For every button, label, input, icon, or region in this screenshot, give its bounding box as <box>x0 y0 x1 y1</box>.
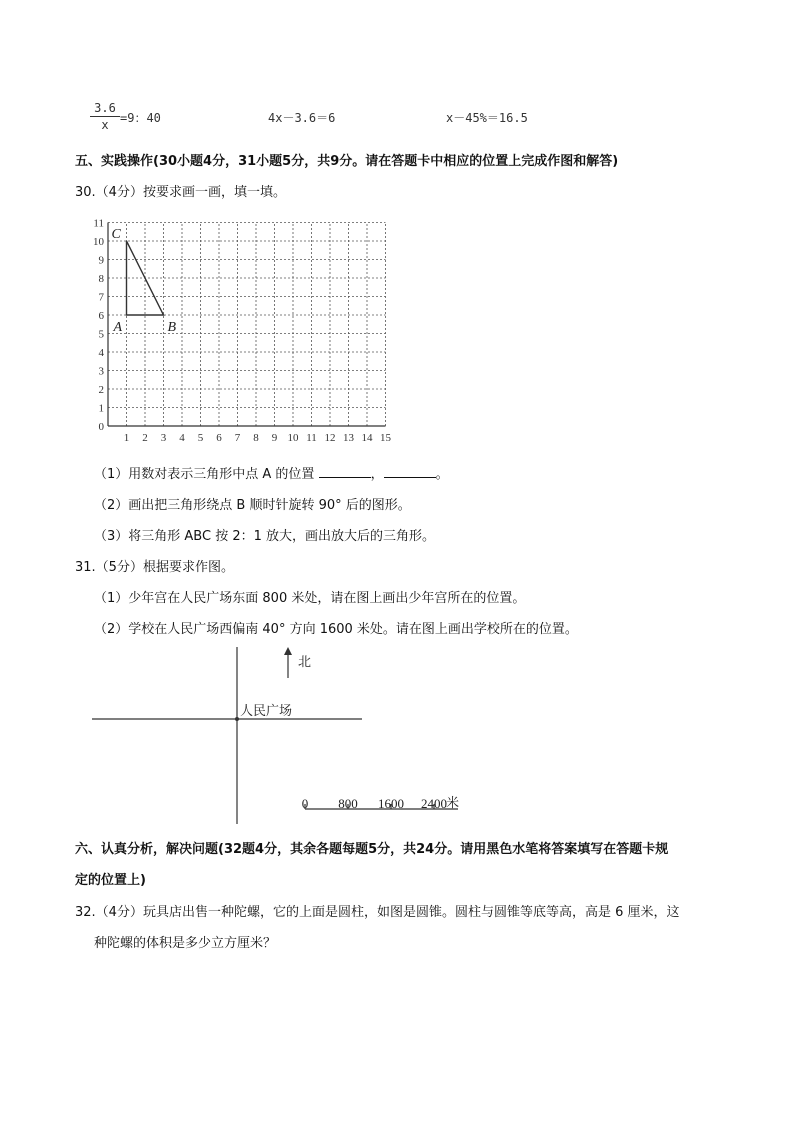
point-a-label: A <box>113 320 123 335</box>
y-tick-label: 10 <box>93 236 104 248</box>
y-tick-label: 5 <box>98 328 104 341</box>
question-31-sub-2: （2）学校在人民广场西偏南 40° 方向 1600 米处。请在图上画出学校所在的位置。 <box>94 622 578 637</box>
equation-2: 4x－3.6＝6 <box>268 111 336 125</box>
x-tick-label: 5 <box>197 432 204 444</box>
y-tick-label: 0 <box>98 421 104 433</box>
question-31-sub-1: （1）少年宫在人民广场东面 800 米处，请在图上画出少年宫所在的位置。 <box>94 591 526 606</box>
direction-map <box>90 642 470 827</box>
fraction-3.6-over-x <box>90 101 120 132</box>
center-point <box>235 717 239 721</box>
y-tick-label: 4 <box>98 347 104 359</box>
x-tick-label: 11 <box>306 432 317 444</box>
x-tick-label: 15 <box>380 432 391 444</box>
question-32-line2: 种陀螺的体积是多少立方厘米？ <box>94 936 277 951</box>
x-tick-label: 8 <box>253 432 259 444</box>
x-tick-label: 6 <box>216 432 222 444</box>
scale-label: 800 <box>338 796 358 811</box>
x-tick-label: 1 <box>123 432 130 444</box>
x-tick-label: 10 <box>287 432 299 444</box>
question-30-sub-3: （3）将三角形 ABC 按 2：1 放大，画出放大后的三角形。 <box>94 529 436 544</box>
sub-1-sep: ， <box>370 467 384 482</box>
equation-3: x－45%＝16.5 <box>446 111 528 125</box>
fraction-numerator: 3.6 <box>90 101 120 117</box>
y-tick-label: 6 <box>98 310 104 322</box>
x-tick-label: 2 <box>142 432 148 444</box>
x-tick-label: 3 <box>160 432 167 444</box>
answer-blank-1[interactable] <box>319 465 371 478</box>
north-arrow-icon <box>284 647 292 655</box>
north-label: 北 <box>298 654 312 669</box>
y-tick-label: 11 <box>93 217 104 230</box>
question-30-sub-1 <box>94 463 449 482</box>
scale-unit: 米 <box>446 795 460 810</box>
answer-blank-2[interactable] <box>384 465 436 478</box>
point-c-label: C <box>111 227 121 242</box>
y-tick-label: 7 <box>98 291 104 304</box>
scale-label: 2400 <box>421 796 447 811</box>
section-5-heading: 五、实践操作(30小题4分，31小题5分，共9分。请在答题卡中相应的位置上完成作图和解答) <box>75 154 619 169</box>
x-tick-label: 13 <box>343 432 354 444</box>
y-tick-label: 2 <box>98 384 104 396</box>
sub-1-end: 。 <box>435 467 449 482</box>
section-6-heading-line2: 定的位置上) <box>75 873 146 888</box>
section-6-heading-line1: 六、认真分析，解决问题(32题4分，其余各题每题5分，共24分。请用黑色水笔将答案填写在答题卡规 <box>75 842 669 857</box>
scale-label: 0 <box>301 796 309 811</box>
x-tick-label: 12 <box>324 432 336 444</box>
question-30-title: 30.（4分）按要求画一画，填一填。 <box>75 185 286 200</box>
y-tick-label: 3 <box>98 365 104 378</box>
question-30-sub-2: （2）画出把三角形绕点 B 顺时针旋转 90° 后的图形。 <box>94 498 411 513</box>
y-tick-label: 8 <box>98 273 104 285</box>
x-tick-label: 7 <box>234 432 241 444</box>
coordinate-grid <box>86 210 396 445</box>
y-tick-label: 9 <box>98 254 104 267</box>
center-label: 人民广场 <box>240 703 293 718</box>
question-31-title: 31.（5分）根据要求作图。 <box>75 560 234 575</box>
scale-label: 1600 <box>378 796 404 811</box>
x-tick-label: 9 <box>271 432 278 444</box>
fraction-denominator: x <box>101 118 109 132</box>
equation-1-rest: =9：40 <box>120 111 161 125</box>
question-32-line1: 32.（4分）玩具店出售一种陀螺，它的上面是圆柱，如图是圆锥。圆柱与圆锥等底等高，高是 6 厘米，这 <box>75 905 680 920</box>
x-tick-label: 4 <box>179 432 185 444</box>
y-tick-label: 1 <box>98 402 104 415</box>
sub-1-text: （1）用数对表示三角形中点 A 的位置 <box>94 467 315 482</box>
x-tick-label: 14 <box>361 432 373 444</box>
point-b-label: B <box>167 320 177 335</box>
